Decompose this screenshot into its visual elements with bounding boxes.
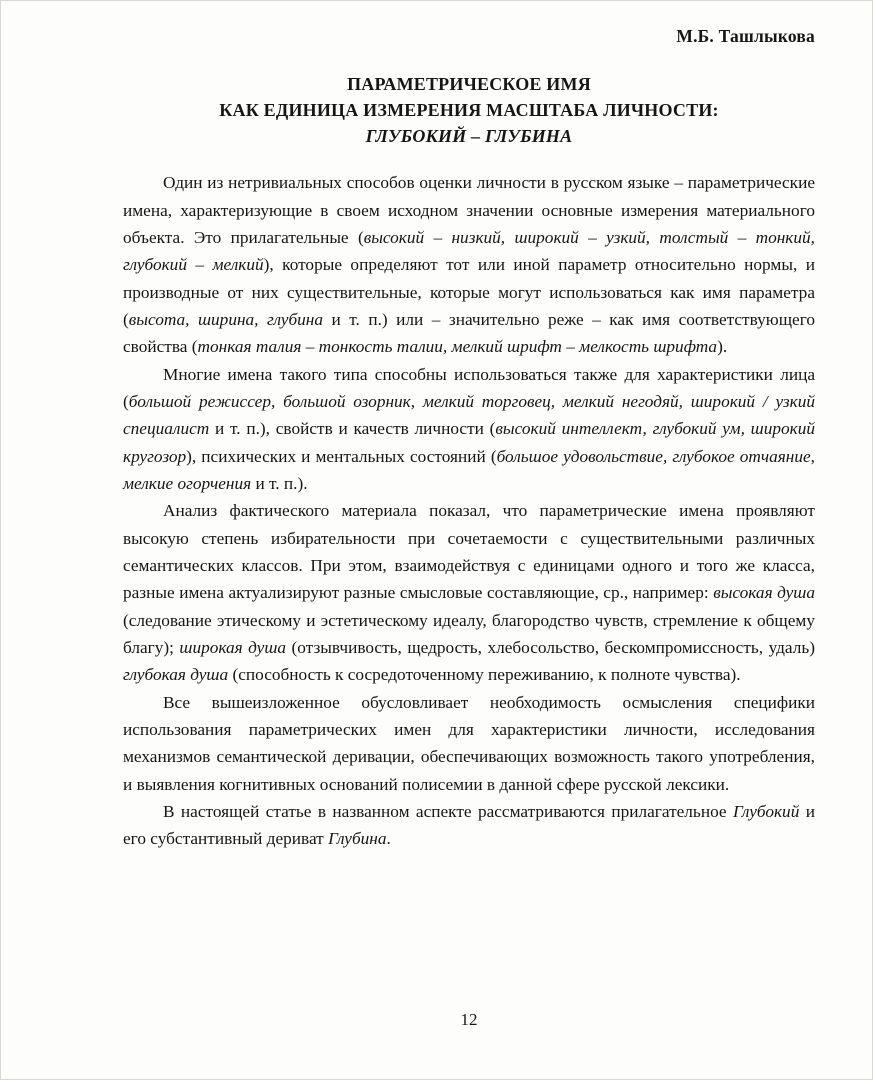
italic-text-segment: Глубина	[328, 829, 387, 849]
paragraph	[123, 497, 815, 688]
text-segment: .	[386, 829, 391, 849]
title-line-3-italic: ГЛУБОКИЙ – ГЛУБИНА	[365, 126, 573, 147]
text-segment: (способность к сосредоточенному переживанию, к полноте чувства).	[228, 665, 741, 685]
text-segment: ), которые определяют тот или иной параметр относительно нормы, и производные от них существительные, которые могут использоваться как имя параметра (	[123, 255, 815, 329]
italic-text-segment: Глубокий	[732, 801, 800, 821]
text-segment: В настоящей статье в названном аспекте рассматриваются прилагательное	[163, 801, 733, 821]
text-segment: и т. п.), свойств и качеств личности (	[209, 419, 496, 439]
paragraph	[123, 798, 815, 853]
italic-text-segment: высокий интеллект, глубокий ум, широкий кругозор	[123, 419, 815, 466]
paragraph	[123, 169, 815, 360]
body-paragraphs	[123, 169, 815, 852]
italic-text-segment: тонкая талия – тонкость талии, мелкий шрифт – мелкость шрифта	[197, 337, 718, 357]
text-segment: Анализ фактического материала показал, что параметрические имена проявляют высокую степень избирательности при сочетаемости с существительными различных семантических классов. При этом, взаимодействуя с единицами одного и того же класса, разные имена актуализируют разные смысловые составляющие, ср., например:	[123, 501, 815, 603]
paragraph	[123, 689, 815, 798]
text-segment: ).	[717, 337, 728, 357]
italic-text-segment: широкая душа	[179, 637, 287, 657]
title-line-1: ПАРАМЕТРИЧЕСКОЕ ИМЯ	[347, 74, 591, 94]
italic-text-segment: глубокая душа	[123, 665, 229, 685]
text-segment: (следование этическому и эстетическому идеалу, благородство чувств, стремление к общему благу);	[123, 610, 815, 657]
italic-text-segment: высокий – низкий, широкий – узкий, толстый – тонкий, глубокий – мелкий	[123, 227, 815, 275]
text-segment: и его субстантивный дериват	[123, 801, 815, 849]
text-segment: и т. п.).	[251, 473, 308, 493]
author-name: М.Б. Ташлыкова	[676, 26, 815, 46]
text-segment: и т. п.) или – значительно реже – как имя соответствующего свойства (	[123, 309, 815, 357]
italic-text-segment: высота, ширина, глубина	[128, 309, 324, 329]
title-line-2: КАК ЕДИНИЦА ИЗМЕРЕНИЯ МАСШТАБА ЛИЧНОСТИ:	[219, 100, 719, 121]
text-segment: Все вышеизложенное обусловливает необходимость осмысления специфики использования параметрических имен для характеристики личности, исследования механизмов семантической деривации, обеспечивающих возможность такого употребления, и выявления когнитивных оснований полисемии в данной сфере русской лексики.	[123, 692, 815, 794]
page-content	[123, 26, 815, 852]
paragraph	[123, 361, 815, 498]
text-segment: ), психических и ментальных состояний (	[186, 446, 497, 466]
text-segment: Многие имена такого типа способны использоваться также для характеристики лица (	[123, 364, 815, 411]
italic-text-segment: высокая душа	[713, 583, 815, 603]
italic-text-segment: большое удовольствие, глубокое отчаяние, мелкие огорчения	[123, 446, 815, 493]
text-segment: (отзывчивость, щедрость, хлебосольство, бескомпромиссность, удаль)	[286, 637, 815, 657]
text-segment: Один из нетривиальных способов оценки личности в русском языке – параметрические имена, характеризующие в своем исходном значении основные измерения материального объекта. Это прилагательные (	[123, 173, 815, 247]
italic-text-segment: большой режиссер, большой озорник, мелкий торговец, мелкий негодяй, широкий / узкий специалист	[123, 391, 815, 439]
page-number: 12	[460, 1010, 478, 1029]
article-title	[123, 71, 815, 149]
